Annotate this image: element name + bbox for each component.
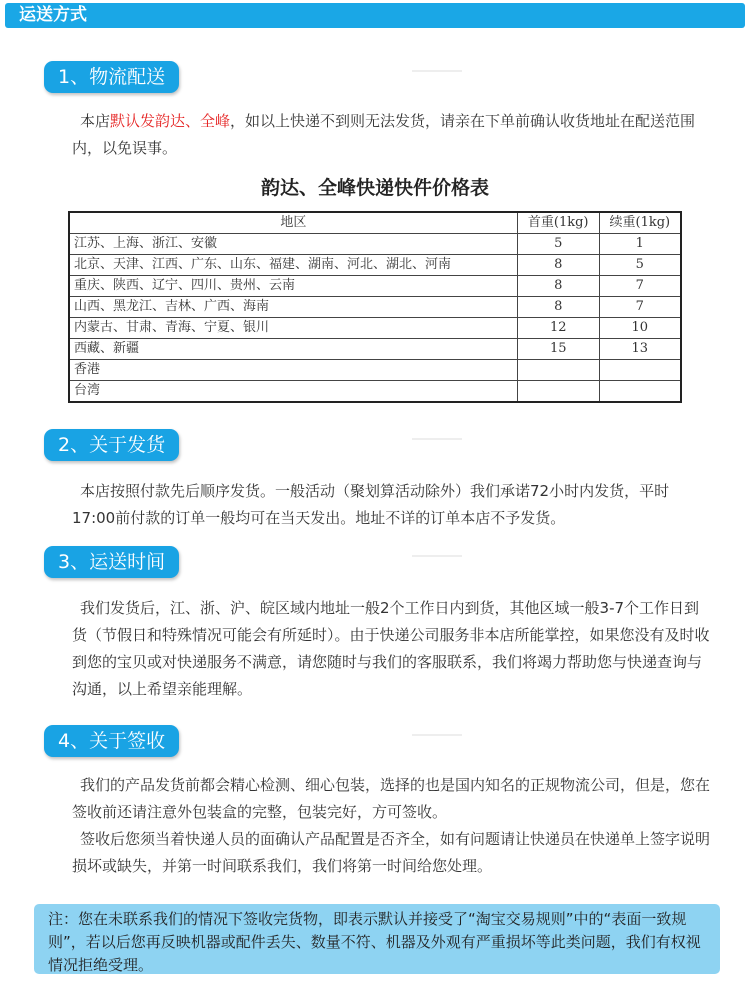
- table-row: [69, 234, 681, 255]
- cell-extra: 7: [599, 297, 681, 318]
- cell-first: [517, 381, 599, 403]
- cell-extra: 1: [599, 234, 681, 255]
- cell-region: 台湾: [69, 381, 517, 403]
- cell-first: 15: [517, 339, 599, 360]
- logistics-text-prefix: 本店: [80, 112, 111, 130]
- cell-extra: 5: [599, 255, 681, 276]
- cell-extra: 7: [599, 276, 681, 297]
- cell-first: 8: [517, 297, 599, 318]
- cell-region: 内蒙古、甘肃、青海、宁夏、银川: [69, 318, 517, 339]
- table-row: [69, 255, 681, 276]
- cell-extra: [599, 360, 681, 381]
- table-row: [69, 297, 681, 318]
- cell-region: 西藏、新疆: [69, 339, 517, 360]
- cell-region: 重庆、陕西、辽宁、四川、贵州、云南: [69, 276, 517, 297]
- page-header: [5, 3, 745, 28]
- disclaimer-note: 注：您在未联系我们的情况下签收完货物，即表示默认并接受了“淘宝交易规则”中的“表面一致规则”，若以后您再反映机器或配件丢失、数量不符、机器及外观有严重损坏等此类问题，我们有权视情况拒绝受理。: [34, 904, 720, 974]
- cell-region: 江苏、上海、浙江、安徽: [69, 234, 517, 255]
- decorative-line: [412, 555, 462, 557]
- logistics-highlight: 默认发韵达、全峰: [110, 112, 231, 130]
- cell-first: 5: [517, 234, 599, 255]
- cell-region: 香港: [69, 360, 517, 381]
- delivery-time-paragraph: 我们发货后，江、浙、沪、皖区域内地址一般2个工作日内到货，其他区域一般3-7个工作日到货（节假日和特殊情况可能会有所延时）。由于快递公司服务非本店所能掌控，如果您没有及时收到您的宝贝或对快递服务不满意，请您随时与我们的客服联系，我们将竭力帮助您与快递查询与沟通，以上希望亲能理解。: [72, 599, 710, 698]
- header-first-weight: 首重(1kg): [517, 212, 599, 234]
- header-title: 运送方式: [19, 5, 87, 25]
- cell-first: 8: [517, 255, 599, 276]
- cell-first: [517, 360, 599, 381]
- decorative-line: [412, 70, 462, 72]
- cell-extra: 10: [599, 318, 681, 339]
- header-region: 地区: [69, 212, 517, 234]
- cell-region: 北京、天津、江西、广东、山东、福建、湖南、河北、湖北、河南: [69, 255, 517, 276]
- decorative-line: [412, 734, 462, 736]
- cell-extra: 13: [599, 339, 681, 360]
- shipping-paragraph: 本店按照付款先后顺序发货。一般活动（聚划算活动除外）我们承诺72小时内发货，平时17:00前付款的订单一般均可在当天发出。地址不详的订单本店不予发货。: [72, 482, 670, 527]
- table-row: [69, 318, 681, 339]
- cell-region: 山西、黑龙江、吉林、广西、海南: [69, 297, 517, 318]
- table-row: [69, 360, 681, 381]
- header-extra-weight: 续重(1kg): [599, 212, 681, 234]
- section-signing-heading: 4、关于签收: [44, 725, 179, 757]
- cell-first: 8: [517, 276, 599, 297]
- section-shipping-heading: 2、关于发货: [44, 429, 179, 461]
- cell-extra: [599, 381, 681, 403]
- table-row: [69, 381, 681, 403]
- section-logistics-heading: 1、物流配送: [44, 61, 179, 93]
- signing-paragraph-2: 签收后您须当着快递人员的面确认产品配置是否齐全，如有问题请让快递员在快递单上签字说明损坏或缺失，并第一时间联系我们，我们将第一时间给您处理。: [72, 830, 711, 875]
- section-delivery-time-heading: 3、运送时间: [44, 546, 179, 578]
- price-table: [68, 211, 682, 403]
- signing-paragraph-1: 我们的产品发货前都会精心检测、细心包装，选择的也是国内知名的正规物流公司，但是，您在签收前还请注意外包装盒的完整，包装完好，方可签收。: [72, 776, 711, 821]
- logistics-paragraph: [72, 108, 710, 162]
- cell-first: 12: [517, 318, 599, 339]
- table-header-row: [69, 212, 681, 234]
- table-row: [69, 276, 681, 297]
- table-row: [69, 339, 681, 360]
- decorative-line: [412, 438, 462, 440]
- logistics-text-suffix: ，如以上快递不到则无法发货，请亲在下单前确认收货地址在配送范围内，以免误事。: [72, 112, 696, 157]
- price-table-title: 韵达、全峰快递快件价格表: [260, 177, 489, 199]
